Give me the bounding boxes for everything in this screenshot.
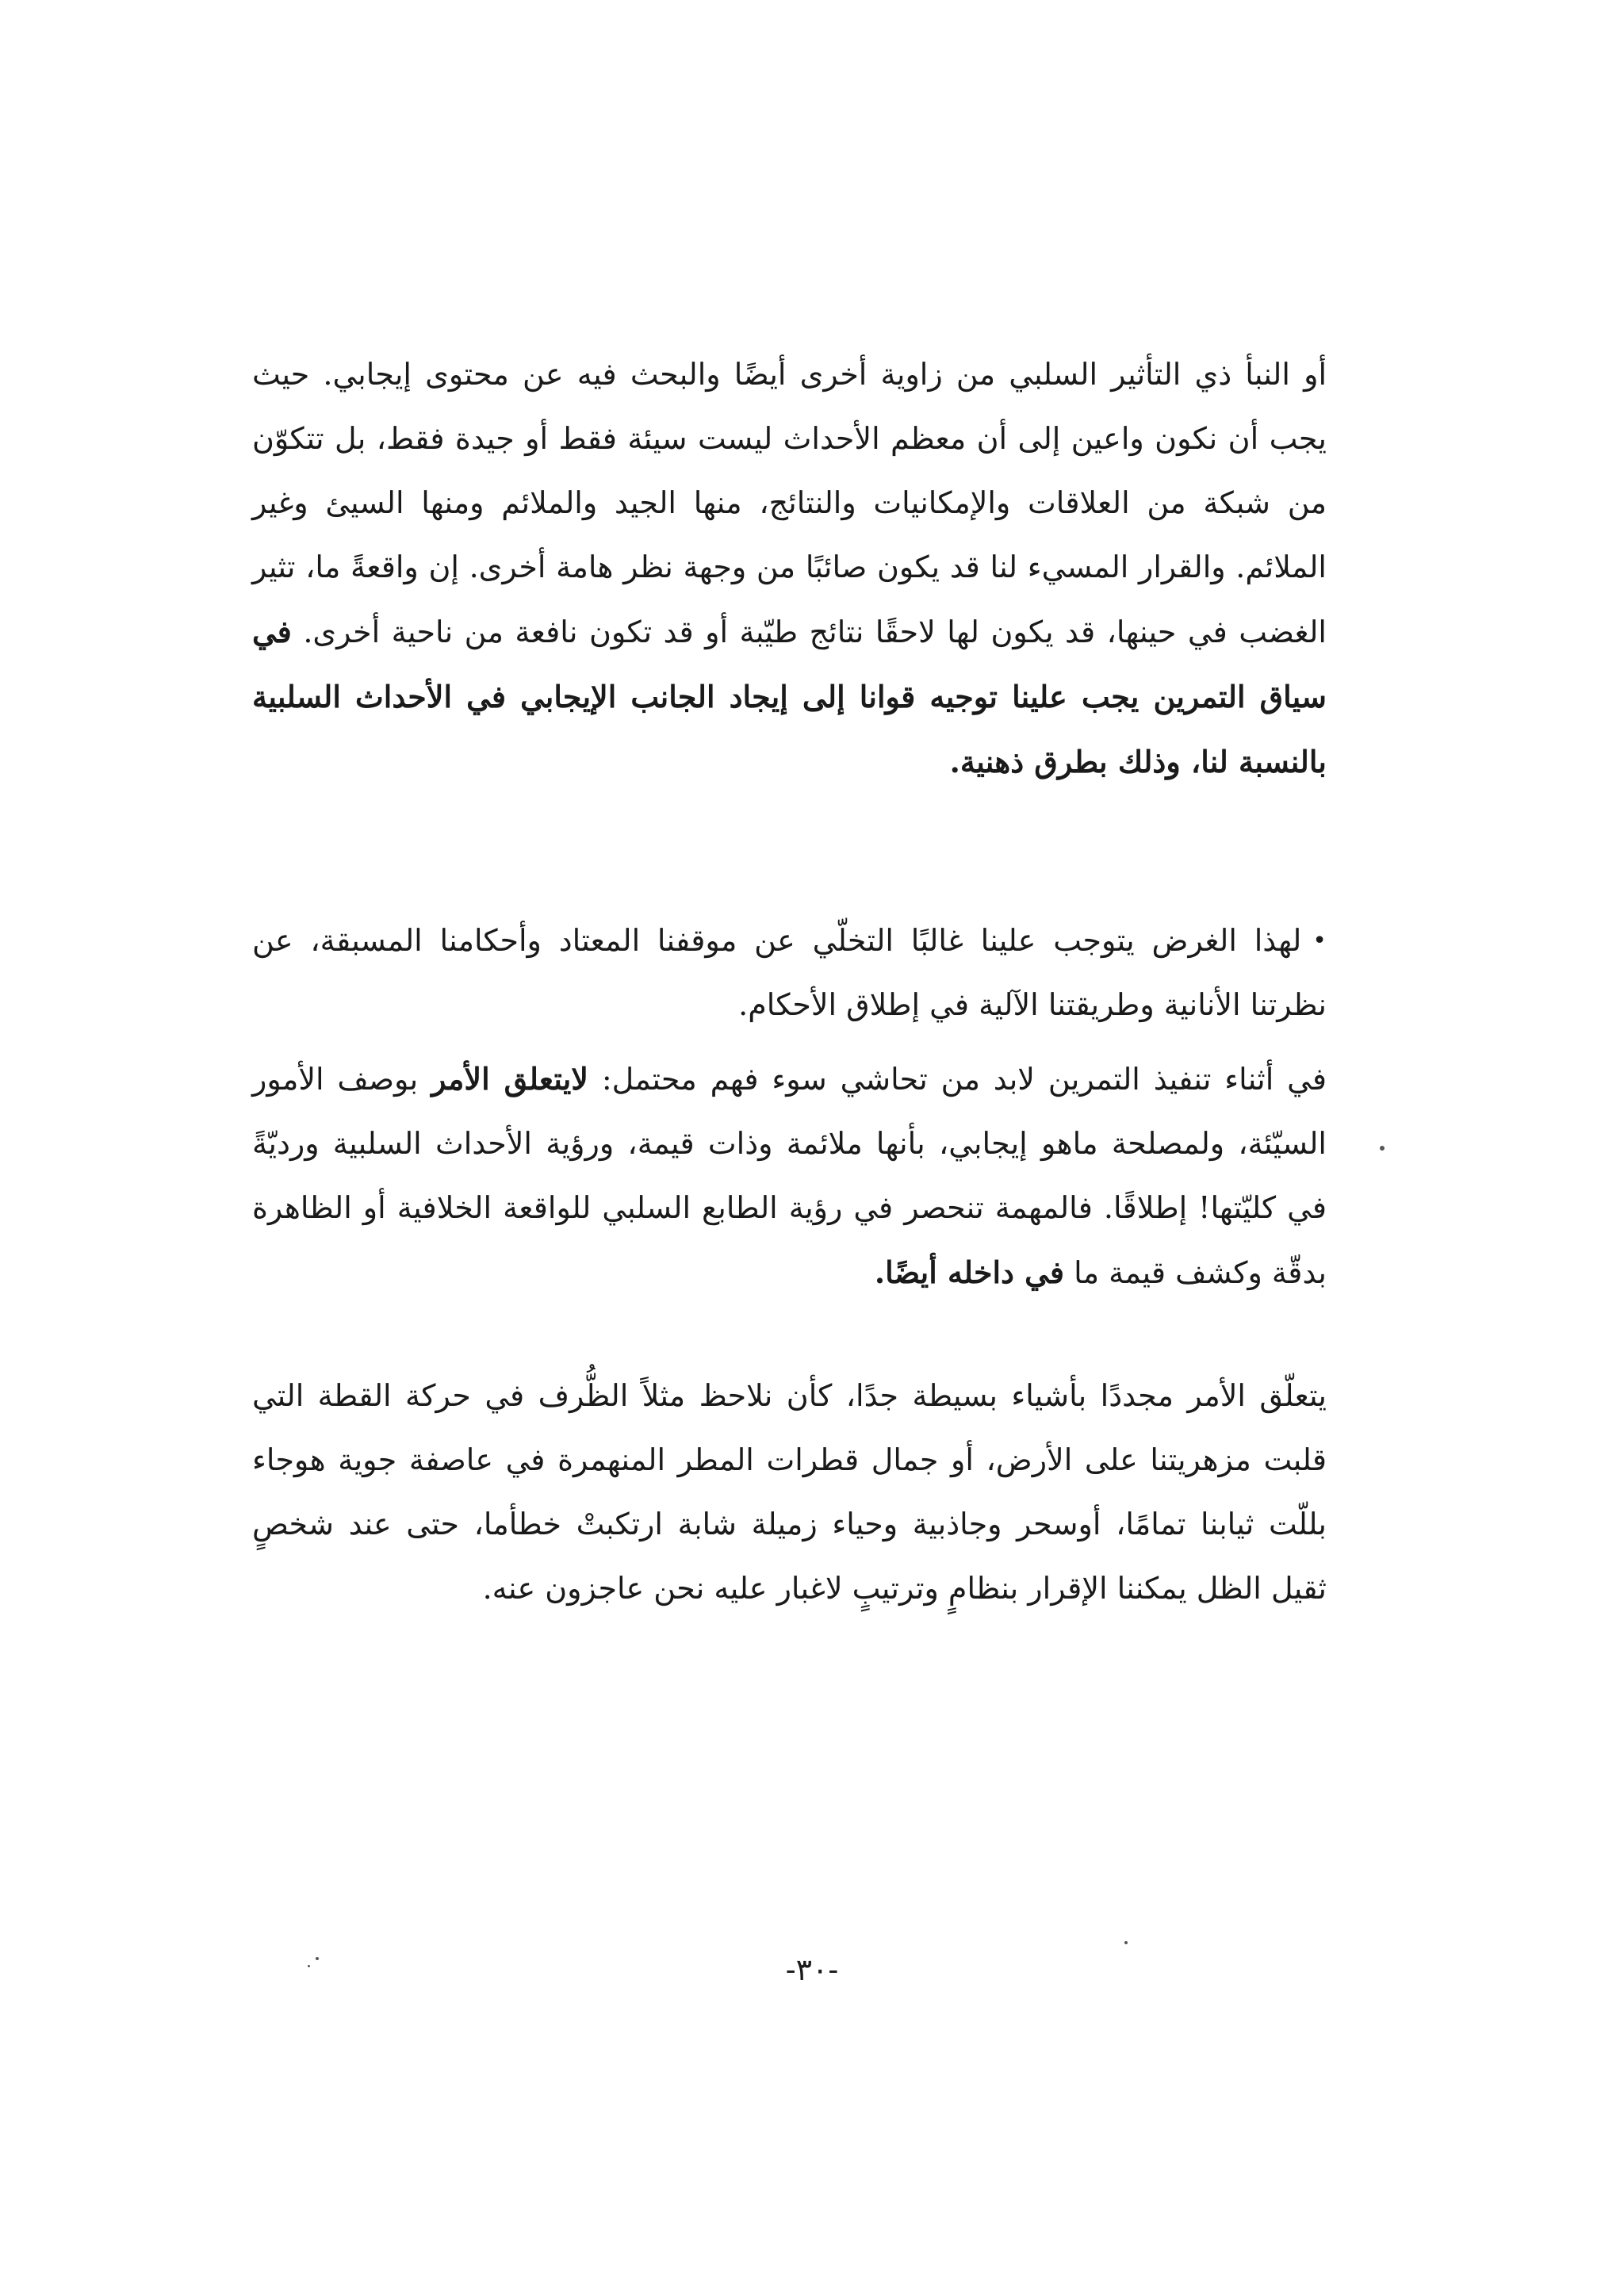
paragraph-3 bbox=[252, 1047, 1327, 1305]
paragraph-3-bold-a: لايتعلق الأمر bbox=[431, 1061, 588, 1097]
scan-speck bbox=[1124, 1941, 1128, 1944]
paragraph-1 bbox=[252, 343, 1327, 795]
scan-speck bbox=[1380, 1146, 1385, 1151]
paragraph-3-text-b: بوصف الأمور السيّئة، ولمصلحة ماهو إيجابي، بأنها ملائمة وذات قيمة، ورؤية الأحداث السلبية ورديّةً في كليّتها! إطلاقًا. فالمهمة تنحصر في رؤية الطابع السلبي للواقعة الخلافية أو الظاهرة بدقّة وكشف قيمة ما bbox=[252, 1062, 1327, 1290]
paragraph-4 bbox=[252, 1364, 1327, 1621]
bullet-mark: • bbox=[1312, 927, 1327, 955]
scan-speck bbox=[316, 1957, 319, 1960]
paragraph-1-text: أو النبأ ذي التأثير السلبي من زاوية أخرى أيضًا والبحث فيه عن محتوى إيجابي. حيث يجب أن نكون واعين إلى أن معظم الأحداث ليست سيئة فقط أو جيدة فقط، بل تتكوّن من شبكة من العلاقات والإمكانيات والنتائج، منها الجيد والملائم ومنها السيئ وغير الملائم. والقرار المسيء لنا قد يكون صائبًا من وجهة نظر هامة أخرى. إن واقعةً ما، تثير الغضب في حينها، قد يكون لها لاحقًا نتائج طيّبة أو قد تكون نافعة من ناحية أخرى. bbox=[252, 357, 1327, 649]
bullet-paragraph-text: لهذا الغرض يتوجب علينا غالبًا التخلّي عن موقفنا المعتاد وأحكامنا المسبقة، عن نظرتنا الأنانية وطريقتنا الآلية في إطلاق الأحكام. bbox=[252, 923, 1327, 1022]
paragraph-4-text: يتعلّق الأمر مجددًا بأشياء بسيطة جدًا، كأن نلاحظ مثلاً الظُّرف في حركة القطة التي قلبت مزهريتنا على الأرض، أو جمال قطرات المطر المنهمرة في عاصفة جوية هوجاء بللّت ثيابنا تمامًا، أوسحر وجاذبية وحياء زميلة شابة ارتكبتْ خطأما، حتى عند شخصٍ ثقيل الظل يمكننا الإقرار بنظامٍ وترتيبٍ لاغبار عليه نحن عاجزون عنه. bbox=[252, 1378, 1327, 1606]
bullet-paragraph bbox=[252, 879, 1327, 1067]
scan-speck bbox=[308, 1965, 310, 1967]
paragraph-3-text-a: في أثناء تنفيذ التمرين لابد من تحاشي سوء فهم محتمل: bbox=[588, 1062, 1327, 1097]
page-number: -٣٠- bbox=[785, 1952, 839, 1987]
paragraph-1-bold-text: في سياق التمرين يجب علينا توجيه قوانا إلى إيجاد الجانب الإيجابي في الأحداث السلبية بالنسبة لنا، وذلك بطرق ذهنية. bbox=[252, 614, 1327, 779]
paragraph-3-bold-b: في داخله أيضًا. bbox=[874, 1254, 1065, 1290]
